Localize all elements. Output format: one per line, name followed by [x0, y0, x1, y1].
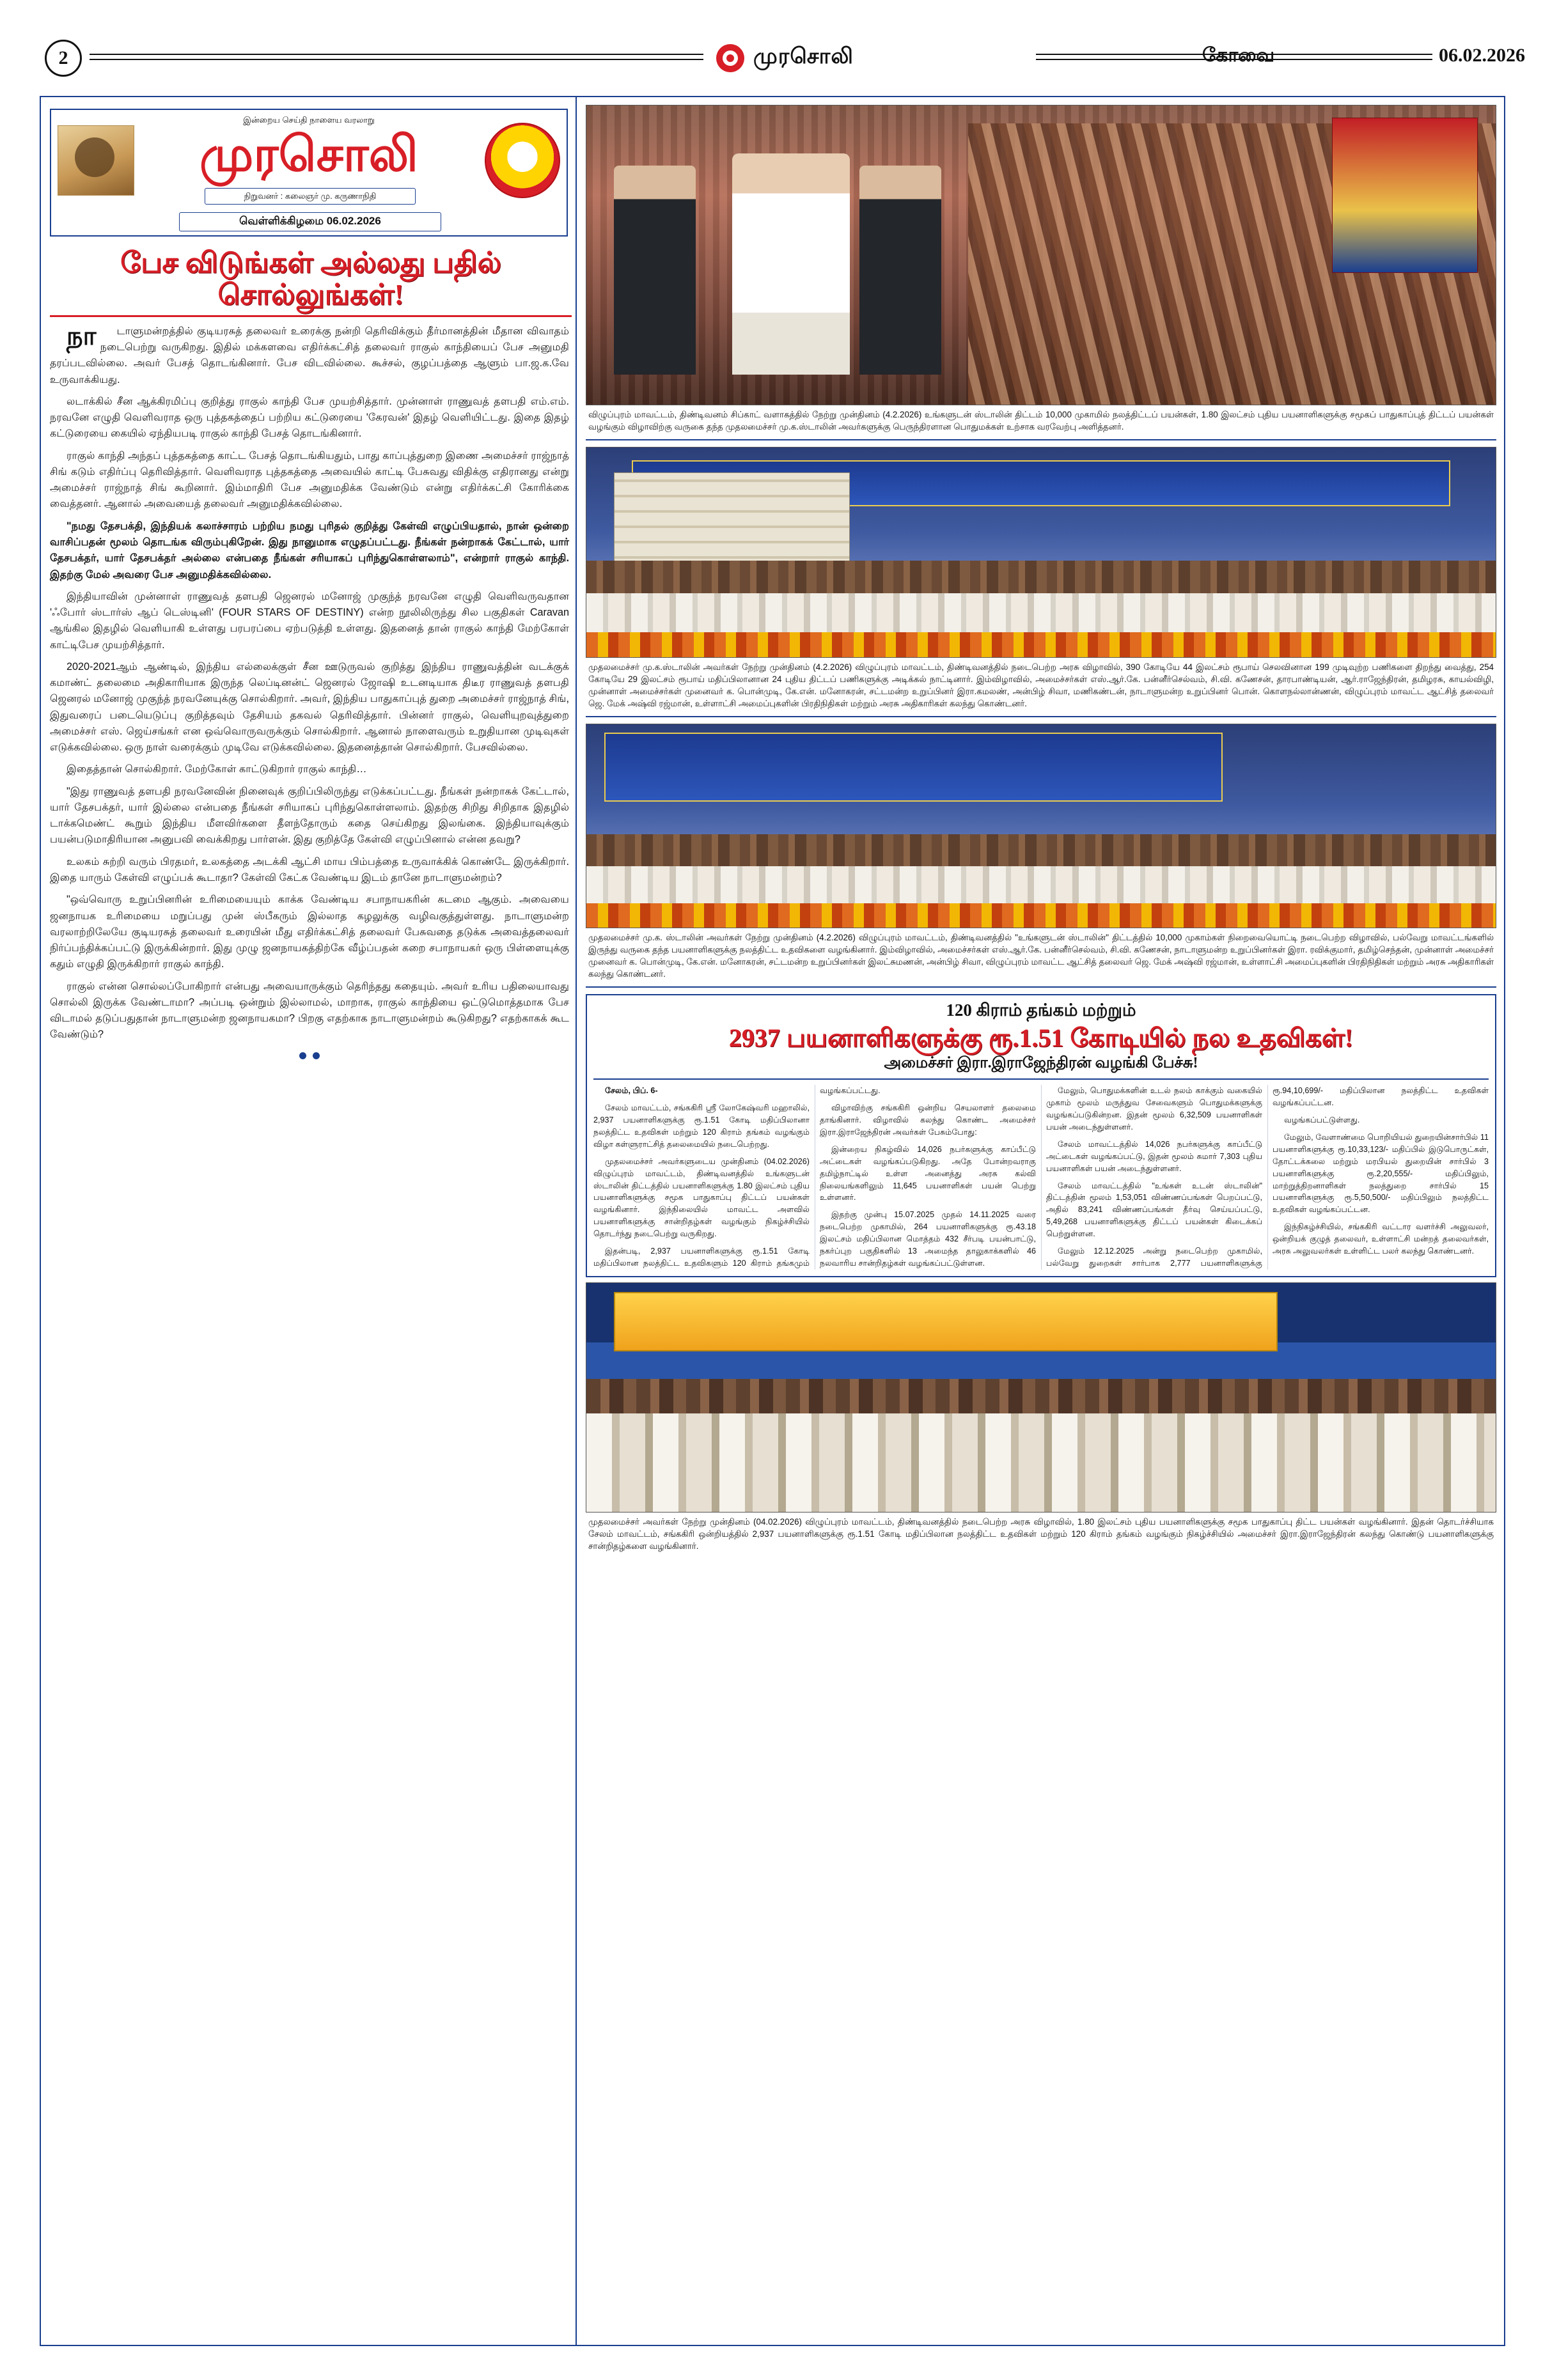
right-article-headline: 2937 பயனாளிகளுக்கு ரூ.1.51 கோடியில் நல உதவிகள்!: [728, 1023, 1354, 1053]
photo-scene: [586, 724, 1496, 928]
article-paragraph: உலகம் சுற்றி வரும் பிரதமர், உலகத்தை அடக்கி ஆட்சி மாய பிம்பத்தை உருவாக்கிக் கொண்டே இருக்கிறார். இதை யாரும் கேள்வி எழுப்பக் கூடாதா? கேள்வி கேட்க வேண்டிய இடம் தானே நாடாளுமன்றம்?: [50, 855, 569, 884]
sun-logo-icon: [716, 44, 744, 72]
photo-security: [859, 166, 941, 375]
article-paragraph: இந்நிகழ்ச்சியில், சங்ககிரி வட்டார வளர்ச்சி அலுவலர், ஒன்றியக் குழுத் தலைவர், உள்ளாட்சி மன்றத் தலைவர்கள், அரசு அலுவலர்கள் உள்ளிட்ட பலர் கலந்து கொண்டனர்.: [1273, 1222, 1489, 1256]
photo-stage-certificates: [586, 447, 1496, 658]
article-paragraph: சேலம் மாவட்டத்தில் 14,026 நபர்களுக்கு காப்பீட்டு அட்டைகள் வழங்கப்பட்டு, இதன் மூலம் சுமார் 7,303 புதிய பயனாளிகள் பயன் அடைந்துள்ளனர்.: [1046, 1139, 1262, 1173]
article-paragraph: இன்றைய நிகழ்வில் 14,026 நபர்களுக்கு காப்பீட்டு அட்டைகள் வழங்கப்படுகிறது. அதே போன்றவராகு தமிழ்நாட்டில் உள்ள அனைத்து அரசு கல்வி நிலையங்களிலும் 11,645 பயனாளிகள் பயன் பெற்று உள்ளனர்.: [820, 1144, 1036, 1202]
left-article-body: [50, 323, 569, 1043]
right-article-subhead: அமைச்சர் இரா.இராஜேந்திரன் வழங்கி பேச்சு!: [884, 1055, 1198, 1072]
header-paper-name: முரசொலி: [753, 45, 854, 68]
photo-flower-decor: [586, 903, 1496, 928]
separator: [593, 1078, 1489, 1080]
header-edition-city: கோவை: [1202, 45, 1275, 66]
left-column: [45, 101, 573, 2341]
photo-caption: முதலமைச்சர் மு.க. ஸ்டாலின் அவர்கள் நேற்று முன்தினம் (4.2.2026) விழுப்புரம் மாவட்டம், திண்டிவனத்தில் "உங்களுடன் ஸ்டாலின்" திட்டத்தில் 10,000 முகாம்கள் நிறைவையொட்டி நடைபெற்ற விழாவில், பல்வேறு மாவட்டங்களில் இருந்து வருகை தந்த பயனாளிகளுக்கு நலத்திட்ட உதவிகளை வழங்கினார். இம்விழாவில், அமைச்சர்கள் எஸ்.ஆர்.கே. பன்னீர்செல்வம், சி.வி. கணேசன், நாடாளுமன்ற உறுப்பினர்கள் இரா. ரவிக்குமார், தமிழ்செந்தன், முன்னாள் அமைச்சர் முனைவர் க. பொன்முடி, கே.என். மனோகரன், சட்டமன்ற உறுப்பினர்கள் இலட்சுமணன், அன்பிழ் சிவா, விழுப்புரம் மாவட்ட ஆட்சித் தலைவர் ஜெ. மேக் அஷ்வி ரஜ்மான், உள்ளாட்சி அமைப்புகளின் பிரதிநிதிகள் மற்றும் அரசு அதிகாரிகள் கலந்து கொண்டனர்.: [588, 933, 1494, 979]
article-paragraph: சேலம் மாவட்டத்தில் "உங்கள் உடன் ஸ்டாலின்" திட்டத்தின் மூலம் 1,53,051 விண்ணப்பங்கள் பெறப்பட்டு, அதில் 83,241 விண்ணப்பங்கள் தீர்வு செய்யப்பட்டு, 5,49,268 பயனாளிகளுக்கு திட்டப் பயன்கள் கிடைக்கப் பெற்றுள்ளன.: [1046, 1181, 1262, 1239]
right-article-kicker: 120 கிராம் தங்கம் மற்றும்: [946, 1000, 1136, 1020]
article-paragraph: "இது ராணுவத் தளபதி நரவனேவின் நினைவுக் குறிப்பிலிருந்து எடுக்கப்பட்டது. நீங்கள் நன்றாகக் கேட்டால், யார் தேசபக்தர், யார் இல்லை என்பதை நீங்கள் சரியாகப் புரிந்துகொள்ளலாம். இதற்கு சிறிது சிறிதாக இதழில் டாக்கமெண்ட் கூறும் இந்திய மீளவிர்களை தீளந்தோரும் கதை செய்கிறது இலங்கை. இந்தியாவுக்கும் பயன்படுமாதிரியான அனுபவி வைக்கிறது பார்ளன். இது குறித்தே கேள்வி எழுப்பினால் என்ன தவறு?: [50, 785, 569, 846]
end-of-article-marker: [50, 1051, 569, 1062]
article-paragraph: இந்தியாவின் முன்னாள் ராணுவத் தளபதி ஜெனரல் மனோஜ் முகுந்த் நரவனே எழுதி வெளிவருவதான 'ஃபோர் ஸ்டார்ஸ் ஆப் டெஸ்டினி' (FOUR STARS OF DESTINY) என்ற நூலிலிருந்து சில பகுதிகள் Caravan ஆங்கில இதழில் வெளியாகி உள்ளது பரபரப்பை ஏற்படுத்தி உள்ளது. இதனைத் தான் ராகுல் காந்தி மேற்கோள் காட்டிபேச முயற்சித்தார்.: [50, 590, 569, 651]
photo-award-ceremony: [586, 1282, 1496, 1513]
separator: [586, 439, 1496, 440]
header-date: 06.02.2026: [1439, 45, 1525, 66]
photo-scene: [586, 1283, 1496, 1512]
photo-block-4: [586, 1282, 1496, 1556]
photo-caption: விழுப்புரம் மாவட்டம், திண்டிவனம் சிப்காட் வளாகத்தில் நேற்று முன்தினம் (4.2.2026) உங்களுடன் ஸ்டாலின் திட்டம் 10,000 முகாமில் நலத்திட்டப் பயன்கள், 1.80 இலட்சம் புதிய பயனாளிகளுக்கு சமூகப் பாதுகாப்புத் திட்டப் பயன்கள் வழங்கும் விழாவிற்கு வருகை தந்த முதலமைச்சர் மு.க.ஸ்டாலின் அவர்களுக்கு பெருந்திரளான பொதுமக்கள் உற்சாக வரவேற்பு அளித்தனர்.: [588, 410, 1494, 432]
photo-block-2: [586, 447, 1496, 717]
right-article-body: [593, 1085, 1489, 1269]
separator: [586, 716, 1496, 717]
photo-award-banner: [614, 1292, 1278, 1351]
masthead-title: முரசொலி: [200, 128, 418, 182]
dot-icon: [299, 1052, 306, 1059]
page-number: 2: [45, 40, 82, 77]
photo-block-1: [586, 105, 1496, 440]
article-paragraph: மேலும் 12.12.2025 அன்று நடைபெற்ற முகாமில், பல்வேறு துறைகள் சார்பாக 2,777 பயனாளிகளுக்கு ரூ.94,10,699/- மதிப்பிலான நலத்திட்ட உதவிகள் வழங்கப்பட்டன.: [1046, 1086, 1489, 1268]
left-headline: பேச விடுங்கள் அல்லது பதில் சொல்லுங்கள்!: [120, 247, 501, 311]
article-paragraph: முதலமைச்சர் அவர்களுடைய முன்தினம் (04.02.2026) விழுப்புரம் மாவட்டம், திண்டிவனத்தில் உங்களுடன் ஸ்டாலின் திட்டத்தில் பயனாளிகளுக்கு 1.80 இலட்சம் புதிய பயனாளிகளுக்கு சமூக பாதுகாப்பு திட்டப் பயன்கள் வழங்கினார். இந்நிலையில் மாவட்ட அளவில் பயனாளிகளுக்கு சான்றிதழ்கள் வழங்கும் நிகழ்ச்சியில் தொடர்ந்து நடைபெற்று வருகிறது.: [593, 1156, 810, 1239]
dot-icon: [313, 1052, 320, 1059]
article-paragraph: மேலும், வேளாண்மை பொறியியல் துறையின்சார்பில் 11 பயனாளிகளுக்கு ரூ.10,33,123/- மதிப்பில் இடுபொருட்கள், தோட்டக்கலை மற்றும் மரபியல் துறையின் சார்பில் 3 பயனாளிகளுக்கு ரூ.2,20,555/- மதிப்பிலும், மாற்றுத்திறனாளிகள் நலத்துறை சார்பில் 15 பயனாளிகளுக்கு ரூ.5,50,500/- மதிப்பிலும் நலத்திட்ட உதவிகள் வழங்கப்பட்டன.: [1273, 1132, 1489, 1215]
photo-stage-banner: [604, 733, 1223, 802]
photo-award-people: [586, 1379, 1496, 1512]
right-column: [579, 101, 1503, 2341]
photo-poster: [1332, 118, 1478, 273]
photo-scene: [586, 447, 1496, 657]
masthead-founder: நிறுவனர் : கலைஞர் மு. கருணாநிதி: [205, 188, 416, 205]
article-paragraph: மேலும், பொதுமக்களின் உடல் நலம் காக்கும் வகையில் முகாம் மூலம் மருத்துவ சேவைகளும் பொதுமக்களுக்கு வழங்கப்படுகின்றன. இதன் மூலம் 6,32,509 பயனாளிகள் பயன் அடைந்துள்ளனர்.: [1046, 1086, 1262, 1132]
right-article: [586, 994, 1496, 1277]
article-paragraph: ராகுல் என்ன சொல்லப்போகிறார் என்பது அவையாருக்கும் தெரிந்தது கதையும். அவர் உரிய பதிலையாவது சொல்லி இருக்க வேண்டாமா? அப்படி ஒன்றும் இல்லாமல், மாறாக, ராகுல் காந்தியை ஒட்டுமொத்தமாக பேச விடாமல் தடுப்பதுதான் நாடாளுமன்ற ஜனநாயகமா? பிறகு எதற்காக நாடாளுமன்றம் கூடுகிறது? எதற்காகக் கூட வேண்டும்?: [50, 980, 569, 1041]
masthead-date: வெள்ளிக்கிழமை 06.02.2026: [179, 212, 441, 231]
article-paragraph: விழாவிற்கு சங்ககிரி ஒன்றிய செயலாளர் தலைமை தாங்கினார். விழாவில் கலந்து கொண்ட அமைச்சர் இரா.இராஜேந்திரன் அவர்கள் பேசும்போது:: [820, 1103, 1036, 1137]
article-paragraph: "நமது தேசபக்தி, இந்தியக் கலாச்சாரம் பற்றிய நமது புரிதல் குறித்து கேள்வி எழுப்பியதால், நான் ஒன்றை வாசிப்பதன் மூலம் தொடங்க விரும்புகிறேன். இது நானுமாக எழுதப்பட்டது. நீங்கள் நன்றாகக் கேட்டால், யார் தேசபக்தர், யார் தேசபக்தர் அல்லை என்பதை நீங்கள் சரியாகப் புரிந்துகொள்ளலாம்", என்றார் ராகுல் காந்தி. இதற்கு மேல் அவரை பேச அனுமதிக்கவில்லை.: [50, 520, 569, 580]
headline-rule: [50, 315, 572, 317]
photo-flower-decor: [586, 632, 1496, 657]
article-paragraph: இதற்கு முன்பு 15.07.2025 முதல் 14.11.2025 வரை நடைபெற்ற முகாமில், 264 பயனாளிகளுக்கு ரூ.43.18 இலட்சம் மதிப்பிலான மொத்தம் 432 சீர்படி பயன்பாட்டு, நகர்ப்புற பகுதிகளில் 13 அமைந்த தாலுகாக்களில் 46 நலவாரிய சான்றிதழ்கள் வழங்கப்பட்டுள்ளன.: [820, 1210, 1036, 1268]
article-paragraph: இதைத்தான் சொல்கிறார். மேற்கோள் காட்டுகிறார் ராகுல் காந்தி…: [67, 763, 367, 775]
photo-caption: முதலமைச்சர் மு.க.ஸ்டாலின் அவர்கள் நேற்று முன்தினம் (4.2.2026) விழுப்புரம் மாவட்டம், திண்டிவனத்தில் நடைபெற்ற அரசு விழாவில், 390 கோடியே 44 இலட்சம் ரூபாய் செலவினான 199 முடிவுற்ற பணிகளை திறந்து வைத்து, 254 கோடியே 29 இலட்சம் ரூபாய் மதிப்பிலானான 24 புதிய திட்டப் பணிகளுக்கு அடிக்கல் நாட்டினார். இம்விழாவில், அமைச்சர்கள் எஸ்.ஆர்.கே. பன்னீர்செல்வம், சி.வி. கணேசன், தாரபாண்டியன், ஆர்.ராஜேந்திரன், தமிழரசு, காயல்விழி, முன்னாள் அமைச்சர்கள் முனைவர் க. பொன்முடி, கே.என். மனோகரன், சட்டமன்ற உறுப்பினர் இரா.கமலண், அன்பிழ் சிவா, மணிகண்டன், நாடாளுமன்ற உறுப்பினர் பொன். கொளநல்லான்ணன், விழுப்புரம் மாவட்ட ஆட்சித் தலைவர் ஜெ. மேக் அஷ்வி ரஜ்மான், உள்ளாட்சி அமைப்புகளின் பிரதிநிதிகள் மற்றும் அரசு அதிகாரிகள் கலந்து கொண்டனர்.: [588, 662, 1494, 709]
photo-security: [614, 166, 696, 375]
photo-block-3: [586, 724, 1496, 988]
article-paragraph: லடாக்கில் சீன ஆக்கிரமிப்பு குறித்து ராகுல் காந்தி பேச முயற்சித்தார். முன்னாள் ராணுவத் தளபதி எம்.எம். நரவனே எழுதி வெளிவராத ஒரு புத்தகத்தைப் பற்றிய கட்டுரையை 'கேரவன்' இதழ் வெளியிட்டது. இதை இதழ் கட்டுரையை கையில் ஏந்தியபடி ராகுல் காந்தி பேசத் தொடங்கினார்.: [50, 395, 569, 440]
page-header: [38, 40, 1525, 84]
article-paragraph: வழங்கப்பட்டுள்ளது.: [1284, 1116, 1360, 1125]
photo-function-panorama: [586, 724, 1496, 928]
article-paragraph: நாடாளுமன்றத்தில் குடியரசுத் தலைவர் உரைக்கு நன்றி தெரிவிக்கும் தீர்மானத்தின் மீதான விவாதம் நடைபெற்று வருகிறது. இதில் மக்களவை எதிர்க்கட்சித் தலைவர் ராகுல் காந்தியைப் பேச அனுமதி தரப்படவில்லை. அவர் பேசத் தொடங்கினார். பேச விடவில்லை. கூச்சல், குழப்பத்தை ஆளும் பா.ஜ.க.வே உருவாக்கியது.: [50, 322, 569, 385]
photo-caption: முதலமைச்சர் அவர்கள் நேற்று முன்தினம் (04.02.2026) விழுப்புரம் மாவட்டம், திண்டிவனத்தில் நடைபெற்ற அரசு விழாவில், 1.80 இலட்சம் புதிய பயனாளிகளுக்கு சமூக பாதுகாப்பு திட்ட பயன்கள் வழங்கினார். இதன் தொடர்ச்சியாக சேலம் மாவட்டம், சங்ககிரி ஒன்றியத்தில் 2,937 பயனாளிகளுக்கு ரூ.1.51 கோடி மதிப்பிலான நலத்திட்ட உதவிகள் மற்றும் 120 கிராம் தங்கம் வழங்கும் நிகழ்ச்சியில் அமைச்சர் இரா.இராஜேந்திரன் கலந்து கொண்டு பயனாளிகளுக்கு சான்றிதழ்களை வழங்கினார்.: [588, 1516, 1494, 1551]
photo-leader: [732, 153, 850, 375]
separator: [586, 986, 1496, 988]
article-paragraph: 2020-2021ஆம் ஆண்டில், இந்திய எல்லைக்குள் சீன ஊடுருவல் குறித்து இந்திய ராணுவத்தின் வடக்குக் கமாண்ட் தலைமை அதிகாரியாக இருந்த லெப்டினன்ட் ஜெனரல் ஜோஷி உடனடியாக திடீர ராணுவத் தளபதி ஜெனரல் மனோஜ் முகுந்த் நரவனேயுக்கு சொல்கிறார். அவர், இந்திய பாதுகாப்புத் துறை அமைச்சர் ராஜ்நாத் சிங், இதுவரைப் படையெடுப்பு குறித்தவும் தேசியம் தகவல் தெரிவித்தார். பின்னர் ராகுல், வெளியுறவுத்துறை அமைச்சர் எஸ். ஜெய்சங்கர் என ஒவ்வொருவருக்கும் சொல்கிறார். ஆனால் நாளைவரும் உறுதியான முடிவுகள் எடுக்கவில்லை. ஒரு நாள் வரைக்கும் முடிவே எடுக்கவில்லை. இதனைத்தான் சொல்கிறார். பேசவில்லை.: [50, 660, 569, 754]
photo-scene: [586, 105, 1496, 405]
header-rule-left: [90, 54, 703, 60]
column-divider: [576, 97, 577, 2345]
masthead: [50, 109, 568, 237]
article-paragraph: இதன்படி, 2,937 பயனாளிகளுக்கு ரூ.1.51 கோடி மதிப்பிலான நலத்திட்ட உதவிகளும் 120 கிராம் தங்கமும் வழங்கப்பட்டது.: [593, 1086, 881, 1268]
article-paragraph: "ஒவ்வொரு உறுப்பினரின் உரிமையையும் காக்க வேண்டிய சபாநாயகரின் கடமை ஆகும். அவையை ஜனநாயக உரிமையை மறுப்பது முன் ஸ்பீகரும் இல்லாத கழலுக்கு வழிவகுத்துள்ளது. நாடாளுமன்ற வரலாற்றிலேயே குடியரசுத் தலைவர் உரையின் மீது எதிர்க்கட்சித் தலைவர் பேசுவதை தடுக்க அவைத்தலைவர் நிர்ப்பந்திக்கப்பட்டு இருக்கின்றார். இது முழு ஜனநாயகத்திற்கே வீழ்ப்பதன் கறை சபாநாயகர் ஒரு பிள்ளையுக்கு கதும் எழுதி இருக்கிறார் ராகுல் காந்தி.: [50, 894, 569, 970]
masthead-tagline: இன்றைய செய்தி நாளைய வரலாறு: [243, 115, 375, 125]
header-logo: [716, 40, 1023, 77]
article-paragraph: ராகுல் காந்தி அந்தப் புத்தகத்தை காட்ட பேசத் தொடங்கியதும், பாது காப்புத்துறை இணை அமைச்சர் ராஜ்நாத் சிங் கடும் எதிர்ப்பு தெரிவித்தார். வெளிவராத புத்தகத்தை அவையில் காட்டி பேசுவது விதிக்கு எதிரானது என்று அமைச்சர் ராஜ்நாத் சிங் கூறினார். இம்மாதிரி பேச அனுமதிக்க வேண்டும் என்று எதிர்க்கட்சி கோரிக்கை வைத்தனர். ஆனால் அவையைத் தலைவர் அனுமதிக்கவில்லை.: [50, 449, 569, 510]
article-paragraph: சேலம் மாவட்டம், சங்ககிரி ஸ்ரீ லோகேஷ்வரி மஹாலில், 2,937 பயனாளிகளுக்கு ரூ.1.51 கோடி மதிப்பிலானா நலத்திட்ட உதவிகள் மற்றும் 120 கிராம் தங்கம் வழங்கும் விழா கள்ளுராட்சித் தலைமையில் நடைபெற்றது.: [593, 1103, 810, 1149]
photo-stalin-crowd: [586, 105, 1496, 405]
article-dateline: சேலம், பிப். 6-: [605, 1086, 658, 1096]
